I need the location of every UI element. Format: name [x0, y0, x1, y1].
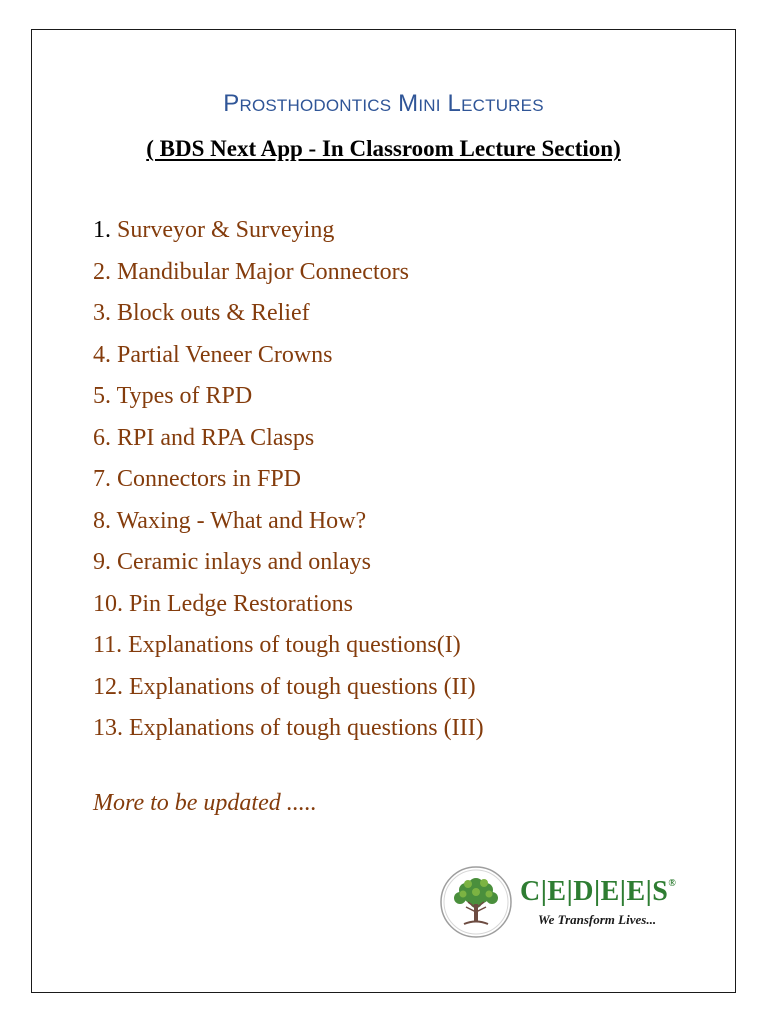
- cedees-logo: [438, 864, 698, 940]
- logo-wordmark: [520, 876, 676, 908]
- lecture-item: [93, 708, 484, 750]
- lecture-title: Explanations of tough questions (III): [129, 715, 484, 741]
- lecture-title: Waxing - What and How?: [116, 507, 367, 534]
- lecture-item: [93, 667, 484, 709]
- page-title: Prosthodontics Mini Lectures: [223, 90, 544, 117]
- lecture-number: 8.: [93, 507, 111, 534]
- lecture-item: [93, 293, 484, 335]
- lecture-number: 5.: [93, 383, 111, 409]
- lecture-item: [93, 418, 484, 460]
- lecture-number: 11.: [93, 632, 123, 658]
- lecture-item: [93, 459, 484, 501]
- lecture-number: 12.: [93, 673, 123, 700]
- lecture-number: 7.: [93, 466, 111, 492]
- lecture-number: 6.: [93, 424, 111, 451]
- lecture-item: [93, 252, 484, 294]
- lecture-item: [93, 542, 484, 584]
- lecture-item: [93, 501, 484, 543]
- registered-mark: ®: [668, 878, 677, 889]
- logo-wordmark-text: C|E|D|E|E|S: [520, 876, 669, 907]
- document-page: [31, 29, 736, 993]
- lecture-number: 2.: [93, 258, 111, 285]
- lecture-title: Surveyor & Surveying: [117, 217, 335, 243]
- lecture-number: 3.: [93, 300, 111, 326]
- lecture-item: [93, 625, 484, 667]
- lecture-title: Ceramic inlays and onlays: [117, 549, 371, 575]
- lecture-list: [93, 210, 484, 750]
- lecture-item: [93, 210, 484, 252]
- lecture-title: Explanations of tough questions(I): [128, 632, 461, 658]
- lecture-title: Block outs & Relief: [117, 300, 310, 326]
- lecture-title: Connectors in FPD: [117, 466, 302, 492]
- lecture-title: Types of RPD: [116, 383, 253, 409]
- page-subtitle-text: ( BDS Next App - In Classroom Lecture Section): [146, 136, 621, 161]
- logo-tagline: We Transform Lives...: [538, 912, 657, 927]
- lecture-title: RPI and RPA Clasps: [117, 424, 315, 451]
- lecture-number: 4.: [93, 341, 111, 368]
- page-subtitle: [32, 136, 735, 162]
- lecture-item: [93, 335, 484, 377]
- lecture-item: [93, 376, 484, 418]
- footer-note: More to be updated .....: [93, 790, 317, 816]
- lecture-title: Pin Ledge Restorations: [129, 590, 353, 617]
- lecture-number: 1.: [93, 217, 111, 243]
- lecture-title: Explanations of tough questions (II): [129, 673, 476, 700]
- tree-icon: [438, 864, 514, 940]
- lecture-item: [93, 584, 484, 626]
- lecture-title: Partial Veneer Crowns: [117, 341, 333, 368]
- lecture-number: 10.: [93, 590, 123, 617]
- lecture-number: 9.: [93, 549, 111, 575]
- lecture-title: Mandibular Major Connectors: [117, 258, 409, 285]
- lecture-number: 13.: [93, 715, 123, 741]
